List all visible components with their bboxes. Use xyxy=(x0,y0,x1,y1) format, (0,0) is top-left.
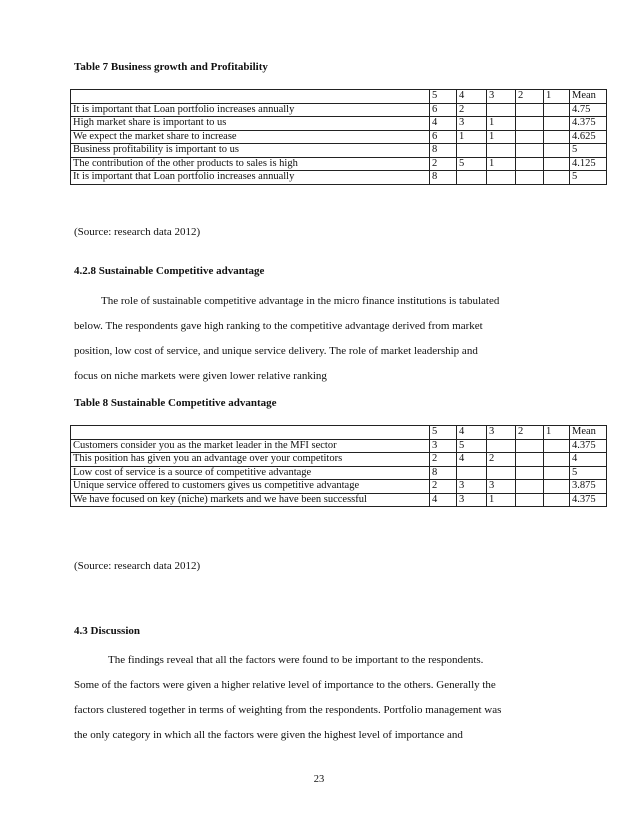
table-cell-value: 2 xyxy=(430,480,457,494)
table-cell-value xyxy=(544,480,570,494)
section-428-paragraph xyxy=(74,289,499,389)
section-43-line-4: the only category in which all the factors were given the highest level of importance and xyxy=(74,729,463,741)
table-cell-value xyxy=(544,157,570,171)
section-428-heading: 4.2.8 Sustainable Competitive advantage xyxy=(74,265,265,277)
section-428-line-2: below. The respondents gave high ranking to the competitive advantage derived from market xyxy=(74,320,483,332)
table-cell-value: 1 xyxy=(487,493,516,507)
table-cell-value: 4.375 xyxy=(570,117,607,131)
table-cell-value xyxy=(544,117,570,131)
table-cell-value xyxy=(544,144,570,158)
table-cell-value xyxy=(516,453,544,467)
table-cell-value: 5 xyxy=(430,426,457,440)
table-row xyxy=(71,439,607,453)
table-cell-label xyxy=(71,426,430,440)
table-cell-value: 8 xyxy=(430,171,457,185)
section-43-paragraph xyxy=(74,648,501,748)
table-cell-value: Mean xyxy=(570,426,607,440)
table-header-row xyxy=(71,90,607,104)
section-43-heading: 4.3 Discussion xyxy=(74,625,141,637)
table-cell-value xyxy=(516,103,544,117)
table-cell-value: Mean xyxy=(570,90,607,104)
table-cell-value: 5 xyxy=(457,439,487,453)
table-cell-value xyxy=(516,144,544,158)
table-row xyxy=(71,130,607,144)
table-cell-value: 4.375 xyxy=(570,439,607,453)
table-cell-value xyxy=(544,103,570,117)
section-428-line-3: position, low cost of service, and unique service delivery. The role of market leadership and xyxy=(74,345,478,357)
table-cell-label: We have focused on key (niche) markets and we have been successful xyxy=(71,493,430,507)
section-428-line-4: focus on niche markets were given lower relative ranking xyxy=(74,370,327,382)
table-cell-label: Low cost of service is a source of competitive advantage xyxy=(71,466,430,480)
table-cell-value: 1 xyxy=(457,130,487,144)
table-cell-value: 1 xyxy=(544,90,570,104)
table-cell-value xyxy=(544,493,570,507)
section-43-line-3: factors clustered together in terms of weighting from the respondents. Portfolio management was xyxy=(74,704,502,716)
section-43-line-1: The findings reveal that all the factors were found to be important to the respondents. xyxy=(108,654,484,666)
table-cell-label xyxy=(71,90,430,104)
section-428-line-1: The role of sustainable competitive advantage in the micro finance institutions is tabulated xyxy=(101,295,500,307)
table-cell-value xyxy=(516,466,544,480)
table-cell-value: 5 xyxy=(570,466,607,480)
table-cell-value: 2 xyxy=(457,103,487,117)
table-cell-value xyxy=(487,466,516,480)
table-cell-value xyxy=(487,171,516,185)
table-header-row xyxy=(71,426,607,440)
table8-caption: Table 8 Sustainable Competitive advantage xyxy=(74,397,277,409)
table-cell-value: 6 xyxy=(430,103,457,117)
table-cell-value: 4.75 xyxy=(570,103,607,117)
table-row xyxy=(71,144,607,158)
table-cell-label: We expect the market share to increase xyxy=(71,130,430,144)
table-cell-value: 3 xyxy=(457,493,487,507)
table-cell-value: 4.375 xyxy=(570,493,607,507)
table-cell-value xyxy=(516,171,544,185)
page-number: 23 xyxy=(313,774,325,785)
table-row xyxy=(71,103,607,117)
table-cell-value: 2 xyxy=(516,426,544,440)
table7 xyxy=(70,89,607,185)
table-cell-value: 4 xyxy=(457,453,487,467)
table-cell-label: This position has given you an advantage over your competitors xyxy=(71,453,430,467)
table-cell-value: 5 xyxy=(457,157,487,171)
table-cell-value: 3 xyxy=(487,90,516,104)
table-cell-label: High market share is important to us xyxy=(71,117,430,131)
table-cell-value xyxy=(457,171,487,185)
table7-caption: Table 7 Business growth and Profitability xyxy=(74,61,268,73)
table-cell-value: 2 xyxy=(487,453,516,467)
table-cell-value xyxy=(544,439,570,453)
table-cell-value xyxy=(544,171,570,185)
table-cell-value: 1 xyxy=(544,426,570,440)
table-cell-value: 2 xyxy=(516,90,544,104)
table-cell-value: 8 xyxy=(430,144,457,158)
table-row xyxy=(71,480,607,494)
table-cell-value: 3 xyxy=(487,480,516,494)
table-cell-value: 4.125 xyxy=(570,157,607,171)
table-cell-value: 2 xyxy=(430,157,457,171)
table-cell-value: 4 xyxy=(430,493,457,507)
table-cell-value: 3.875 xyxy=(570,480,607,494)
table-cell-value xyxy=(544,466,570,480)
table-cell-value: 5 xyxy=(430,90,457,104)
table-cell-label: It is important that Loan portfolio increases annually xyxy=(71,103,430,117)
table-cell-value: 3 xyxy=(430,439,457,453)
table-cell-value xyxy=(516,117,544,131)
table-cell-value: 1 xyxy=(487,117,516,131)
table-row xyxy=(71,493,607,507)
table-cell-value xyxy=(544,130,570,144)
table-cell-value xyxy=(487,144,516,158)
table-cell-value: 1 xyxy=(487,157,516,171)
table-row xyxy=(71,157,607,171)
table-cell-value: 4.625 xyxy=(570,130,607,144)
table8-source: (Source: research data 2012) xyxy=(74,560,201,572)
table-cell-value: 4 xyxy=(430,117,457,131)
table-cell-value xyxy=(516,493,544,507)
table-cell-value xyxy=(487,439,516,453)
table7-source: (Source: research data 2012) xyxy=(74,226,201,238)
table-cell-value: 1 xyxy=(487,130,516,144)
table8 xyxy=(70,425,607,507)
section-43-line-2: Some of the factors were given a higher relative level of importance to the others. Generally the xyxy=(74,679,496,691)
table-cell-label: It is important that Loan portfolio increases annually xyxy=(71,171,430,185)
table-cell-value: 4 xyxy=(457,426,487,440)
table-cell-value: 4 xyxy=(457,90,487,104)
table-cell-value: 2 xyxy=(430,453,457,467)
table-cell-value xyxy=(516,157,544,171)
table-cell-value: 3 xyxy=(457,480,487,494)
table-cell-value: 3 xyxy=(487,426,516,440)
table-cell-value xyxy=(516,130,544,144)
table-row xyxy=(71,466,607,480)
table-cell-value: 5 xyxy=(570,171,607,185)
table-cell-value xyxy=(457,466,487,480)
table-cell-label: Unique service offered to customers gives us competitive advantage xyxy=(71,480,430,494)
table-cell-value: 6 xyxy=(430,130,457,144)
table-cell-value: 8 xyxy=(430,466,457,480)
table-cell-value: 4 xyxy=(570,453,607,467)
table-cell-value xyxy=(516,480,544,494)
table-row xyxy=(71,453,607,467)
table-cell-value: 3 xyxy=(457,117,487,131)
table-row xyxy=(71,117,607,131)
table-row xyxy=(71,171,607,185)
table-cell-value xyxy=(487,103,516,117)
table-cell-value xyxy=(544,453,570,467)
table-cell-value: 5 xyxy=(570,144,607,158)
table-cell-value xyxy=(457,144,487,158)
table-cell-label: The contribution of the other products to sales is high xyxy=(71,157,430,171)
table-cell-label: Customers consider you as the market leader in the MFI sector xyxy=(71,439,430,453)
table-cell-value xyxy=(516,439,544,453)
table-cell-label: Business profitability is important to us xyxy=(71,144,430,158)
